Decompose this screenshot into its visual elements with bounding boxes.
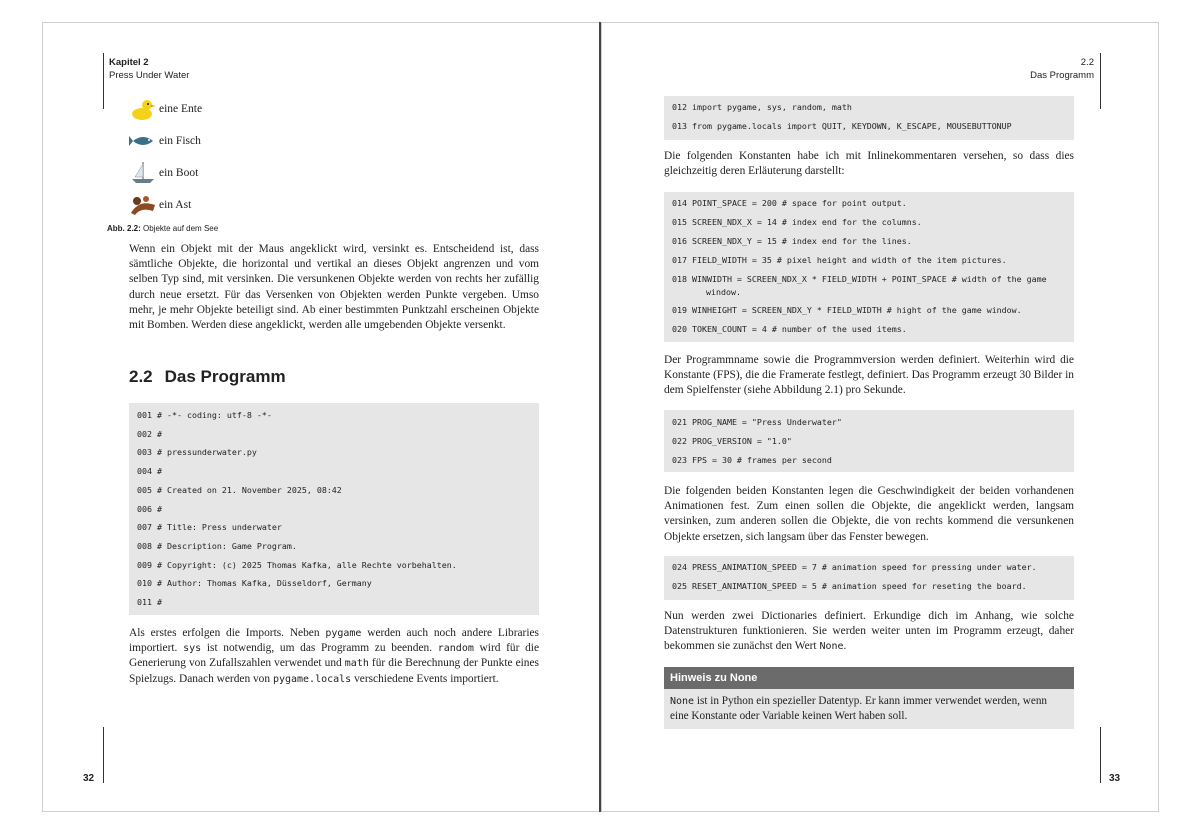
code-line: 013 from pygame.locals import QUIT, KEYDOWN, K_ESCAPE, MOUSEBUTTONUP <box>672 121 1012 131</box>
note-title: Hinweis zu None <box>664 667 1074 689</box>
code-line: 019 WINHEIGHT = SCREEN_NDX_Y * FIELD_WIDTH # hight of the game window. <box>672 305 1022 315</box>
chapter-label: Kapitel 2 <box>109 57 149 68</box>
figure-caption <box>107 224 218 233</box>
inline-code: None <box>670 696 695 707</box>
text-run: ist notwendig, um das Programm zu beenden. <box>201 642 438 655</box>
running-header <box>1030 56 1094 82</box>
note-body <box>664 689 1074 729</box>
code-block <box>664 410 1074 472</box>
duck-icon <box>129 97 157 121</box>
code-line: 025 RESET_ANIMATION_SPEED = 5 # animation speed for reseting the board. <box>672 581 1027 591</box>
code-line: 024 PRESS_ANIMATION_SPEED = 7 # animation speed for pressing under water. <box>672 562 1037 572</box>
section-title: Das Programm <box>164 367 286 386</box>
code-block <box>664 192 1074 342</box>
text-run: für die Berechnung der Punkte eines Spielzugs. Danach werden von <box>129 657 539 685</box>
right-page <box>601 22 1159 812</box>
header-section-number: 2.2 <box>1080 57 1094 68</box>
text-run: werden auch noch andere Libraries importiert. <box>129 627 539 655</box>
text-run: . <box>843 640 847 653</box>
code-line: 012 import pygame, sys, random, math <box>672 102 852 112</box>
code-line: 004 # <box>137 466 162 477</box>
code-line: 023 FPS = 30 # frames per second <box>672 455 832 465</box>
body-paragraph: Der Programmname sowie die Programmversion werden definiert. Weiterhin wird die Konstante (FPS), die die Framerate festlegt, definiert. Das Programm erzeugt 30 Bilder in dem Spielfenster (siehe Abbildung 2.1) pro Sekunde. <box>664 354 1074 397</box>
section-heading <box>129 367 286 387</box>
text-run: Als erstes erfolgen die Imports. Neben <box>129 627 326 639</box>
fish-icon <box>129 129 157 153</box>
text-run: wird für die Generierung von Zufallszahlen verwendet und <box>129 642 539 670</box>
list-item <box>129 161 198 185</box>
running-header <box>109 56 189 82</box>
code-line: 005 # Created on 21. November 2025, 08:42 <box>137 484 342 495</box>
code-line: 007 # Title: Press underwater <box>137 522 282 533</box>
header-section-title: Das Programm <box>1030 70 1094 81</box>
code-line: 014 POINT_SPACE = 200 # space for point output. <box>672 198 907 208</box>
chapter-title: Press Under Water <box>109 70 190 81</box>
code-line: 015 SCREEN_NDX_X = 14 # index end for the columns. <box>672 217 922 227</box>
note-box <box>664 667 1074 729</box>
code-line: 020 TOKEN_COUNT = 4 # number of the used items. <box>672 324 907 334</box>
caption-label: Abb. 2.2: <box>107 224 141 233</box>
page-number: 32 <box>83 773 95 784</box>
code-line: 016 SCREEN_NDX_Y = 15 # index end for the lines. <box>672 236 912 246</box>
boat-icon <box>129 161 157 185</box>
page-number: 33 <box>1109 773 1121 784</box>
body-paragraph: Die folgenden beiden Konstanten legen die Geschwindigkeit der beiden vorhandenen Animationen fest. Zum einen sollen die Objekte, die angeklickt werden, langsam versinken, zum anderen sollen die Objekte, die von rechts kommend die versunkenen Objekte ersetzen, sich langsam über das Fenster bewegen. <box>664 485 1074 543</box>
inline-code: pygame.locals <box>272 673 352 685</box>
code-line: 006 # <box>137 503 162 514</box>
code-line: 002 # <box>137 428 162 439</box>
text-run: ist in Python ein spezieller Datentyp. Er kann immer verwendet werden, wenn eine Konstante oder Variable keinen Wert haben soll. <box>670 695 1048 722</box>
body-paragraph <box>129 626 539 687</box>
inline-code: pygame <box>325 628 362 639</box>
code-line: 001 # -*- coding: utf-8 -*- <box>137 410 272 420</box>
caption-text: Objekte auf dem See <box>143 224 219 233</box>
inline-code: random <box>437 643 474 655</box>
code-line: 022 PROG_VERSION = "1.0" <box>672 436 792 446</box>
item-label: eine Ente <box>159 103 203 115</box>
body-paragraph: Wenn ein Objekt mit der Maus angeklickt wird, versinkt es. Entscheidend ist, dass sämtliche Objekte, die horizontal und vertikal an dieses Objekt angrenzen und vom selben Typ sind, mit versinken. Die versunkenen Objekte werden von rechts her zufällig durch neue ersetzt. Für das Versenken von Objekten werden Punkte vergeben. Umso mehr, je mehr Objekte beteiligt sind. Ab einer bestimmten Punktzahl erscheinen Objekte mit Bomben. Werden diese angeklickt, werden alle umgebenden Objekte versenkt. <box>129 243 539 332</box>
header-rule <box>103 53 104 109</box>
inline-code: None <box>819 641 844 653</box>
list-item <box>129 97 202 121</box>
body-paragraph: Die folgenden Konstanten habe ich mit Inlinekommentaren versehen, so dass dies gleichzeitig deren Erläuterung darstellt: <box>664 150 1074 178</box>
branch-icon <box>129 193 157 217</box>
code-line: 008 # Description: Game Program. <box>137 540 297 551</box>
item-label: ein Fisch <box>159 135 201 147</box>
code-block <box>664 96 1074 140</box>
inline-code: sys <box>183 643 202 655</box>
list-item <box>129 193 191 217</box>
text-run: verschiedene Events importiert. <box>351 672 499 685</box>
code-line: 010 # Author: Thomas Kafka, Düsseldorf, Germany <box>137 578 372 589</box>
code-block <box>664 556 1074 600</box>
text-run: Nun werden zwei Dictionaries definiert. Erkundige dich im Anhang, wie solche Datenstrukturen funktionieren. Sie werden weiter unten im Programm erzeugt, daher bekommen sie zunächst den Wert <box>664 610 1074 653</box>
code-line: 009 # Copyright: (c) 2025 Thomas Kafka, alle Rechte vorbehalten. <box>137 559 457 570</box>
code-line: 021 PROG_NAME = "Press Underwater" <box>672 417 842 427</box>
code-line: 017 FIELD_WIDTH = 35 # pixel height and width of the item pictures. <box>672 255 1007 265</box>
code-line: 011 # <box>137 597 162 608</box>
body-paragraph <box>664 609 1074 655</box>
item-label: ein Ast <box>159 199 192 211</box>
inline-code: math <box>344 658 369 670</box>
list-item <box>129 129 201 153</box>
code-line: 003 # pressunderwater.py <box>137 447 257 458</box>
header-rule <box>1100 53 1101 109</box>
footer-rule <box>1100 727 1101 783</box>
left-page <box>42 22 600 812</box>
code-block <box>129 403 539 615</box>
code-line: 018 WINWIDTH = SCREEN_NDX_X * FIELD_WIDTH + POINT_SPACE # width of the game window. <box>672 274 1052 297</box>
item-label: ein Boot <box>159 167 199 179</box>
section-number: 2.2 <box>129 367 153 386</box>
footer-rule <box>103 727 104 783</box>
